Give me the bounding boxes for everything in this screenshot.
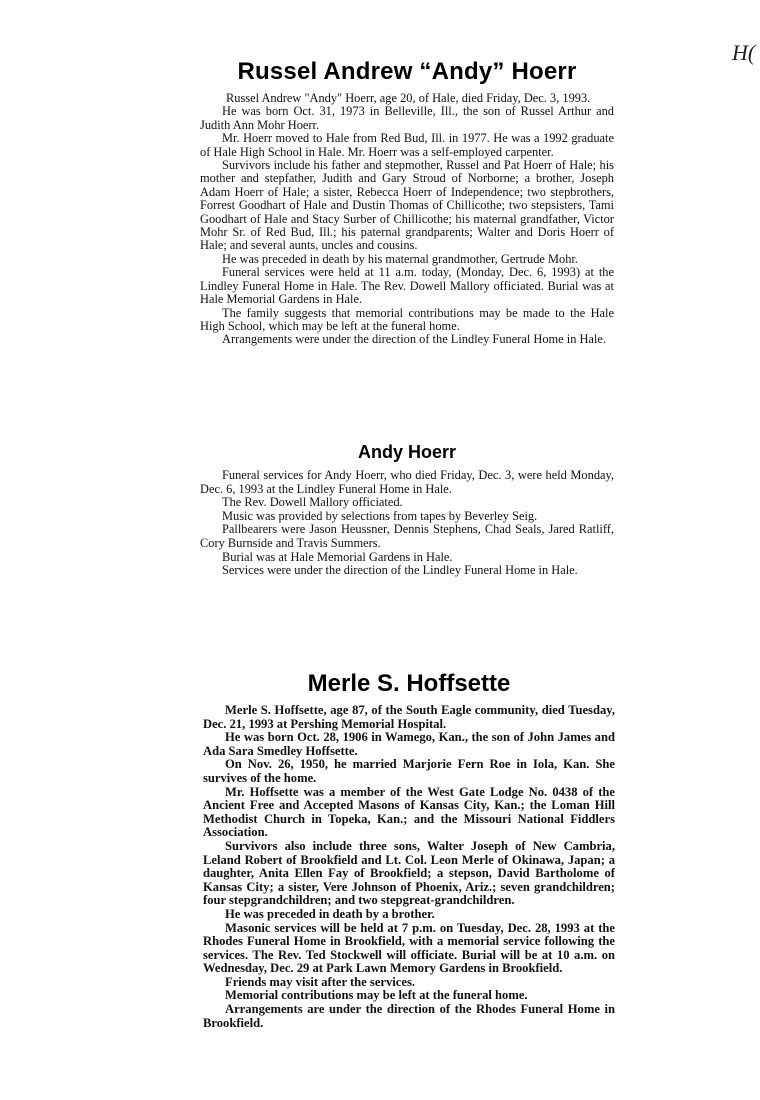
obituary-title: Merle S. Hoffsette	[307, 670, 511, 697]
obituary-andy-hoerr	[200, 442, 614, 578]
obituary-paragraph: Pallbearers were Jason Heussner, Dennis Stephens, Chad Seals, Jared Ratliff, Cory Burnside and Travis Summers.	[200, 522, 614, 550]
obituary-paragraph: He was born Oct. 28, 1906 in Wamego, Kan., the son of John James and Ada Sara Smedley Hoffsette.	[203, 730, 615, 758]
obituary-paragraph: Arrangements are under the direction of the Rhodes Funeral Home in Brookfield.	[203, 1002, 615, 1030]
obituary-russel-hoerr	[200, 58, 614, 347]
obituary-paragraph: Masonic services will be held at 7 p.m. on Tuesday, Dec. 28, 1993 at the Rhodes Funeral Home in Brookfield, with a memorial service following the services. The Rev. Ted Stockwell will officiate. Burial will be at 10 a.m. on Wednesday, Dec. 29 at Park Lawn Memory Gardens in Brookfield.	[203, 920, 615, 976]
obituary-title: Russel Andrew “Andy” Hoerr	[237, 58, 577, 85]
obituary-paragraph: Funeral services for Andy Hoerr, who died Friday, Dec. 3, were held Monday, Dec. 6, 1993 at the Lindley Funeral Home in Hale.	[200, 468, 614, 496]
obituary-paragraph: Merle S. Hoffsette, age 87, of the South Eagle community, died Tuesday, Dec. 21, 1993 at Pershing Memorial Hospital.	[203, 703, 615, 731]
obituary-paragraph: Funeral services were held at 11 a.m. today, (Monday, Dec. 6, 1993) at the Lindley Funeral Home in Hale. The Rev. Dowell Mallory officiated. Burial was at Hale Memorial Gardens in Hale.	[200, 265, 614, 307]
obituary-paragraph: Survivors include his father and stepmother, Russel and Pat Hoerr of Hale; his mother and stepfather, Judith and Gary Stroud of Norborne; a brother, Joseph Adam Hoerr of Hale; a sister, Rebecca Hoerr of Independence; two stepbrothers, Forrest Goodhart of Hale and Dustin Thomas of Chillicothe; two stepsisters, Tami Goodhart of Hale and Stacy Surber of Chillicothe; his maternal grandfather, Victor Mohr Sr. of Red Bud, Ill.; his paternal grandparents; Walter and Doris Hoerr of Hale; and several aunts, uncles and cousins.	[200, 158, 614, 253]
obituary-title: Andy Hoerr	[357, 442, 456, 462]
obituary-paragraph: Survivors also include three sons, Walter Joseph of New Cambria, Leland Robert of Brookfield and Lt. Col. Leon Merle of Okinawa, Japan; a daughter, Anita Ellen Fay of Brookfield; a stepson, David Bartholome of Kansas City; a sister, Vere Johnson of Phoenix, Ariz.; seven grandchildren; four stepgrandchildren; and two stepgreat-grandchildren.	[203, 838, 615, 908]
obituary-paragraph: Music was provided by selections from tapes by Beverley Seig.	[222, 508, 538, 523]
obituary-paragraph: Arrangements were under the direction of the Lindley Funeral Home in Hale.	[222, 332, 606, 347]
obituary-paragraph: The Rev. Dowell Mallory officiated.	[222, 495, 403, 510]
obituary-paragraph: He was preceded in death by a brother.	[225, 906, 435, 921]
obituary-paragraph: Burial was at Hale Memorial Gardens in Hale.	[222, 549, 453, 564]
obituary-paragraph: He was preceded in death by his maternal grandmother, Gertrude Mohr.	[222, 251, 578, 266]
obituary-paragraph: Memorial contributions may be left at the funeral home.	[225, 988, 528, 1003]
obituary-merle-hoffsette	[203, 670, 615, 1030]
obituary-paragraph: Mr. Hoffsette was a member of the West Gate Lodge No. 0438 of the Ancient Free and Accepted Masons of Kansas City, Kan.; the Loman Hill Methodist Church in Topeka, Kan.; and the Missouri National Fiddlers Association.	[203, 784, 615, 840]
obituary-paragraph: The family suggests that memorial contributions may be made to the Hale High School, which may be left at the funeral home.	[200, 305, 614, 333]
obituary-paragraph: Friends may visit after the services.	[225, 974, 416, 989]
corner-handwritten-mark: H(	[732, 40, 756, 65]
obituary-paragraph: On Nov. 26, 1950, he married Marjorie Fern Roe in Iola, Kan. She survives of the home.	[203, 757, 615, 785]
obituary-paragraph: Mr. Hoerr moved to Hale from Red Bud, Ill. in 1977. He was a 1992 graduate of Hale High School in Hale. Mr. Hoerr was a self-employed carpenter.	[200, 131, 614, 159]
obituary-paragraph: Russel Andrew "Andy" Hoerr, age 20, of Hale, died Friday, Dec. 3, 1993.	[226, 91, 591, 105]
obituary-paragraph: He was born Oct. 31, 1973 in Belleville, Ill., the son of Russel Arthur and Judith Ann Mohr Hoerr.	[200, 104, 614, 132]
obituary-paragraph: Services were under the direction of the Lindley Funeral Home in Hale.	[222, 563, 578, 578]
